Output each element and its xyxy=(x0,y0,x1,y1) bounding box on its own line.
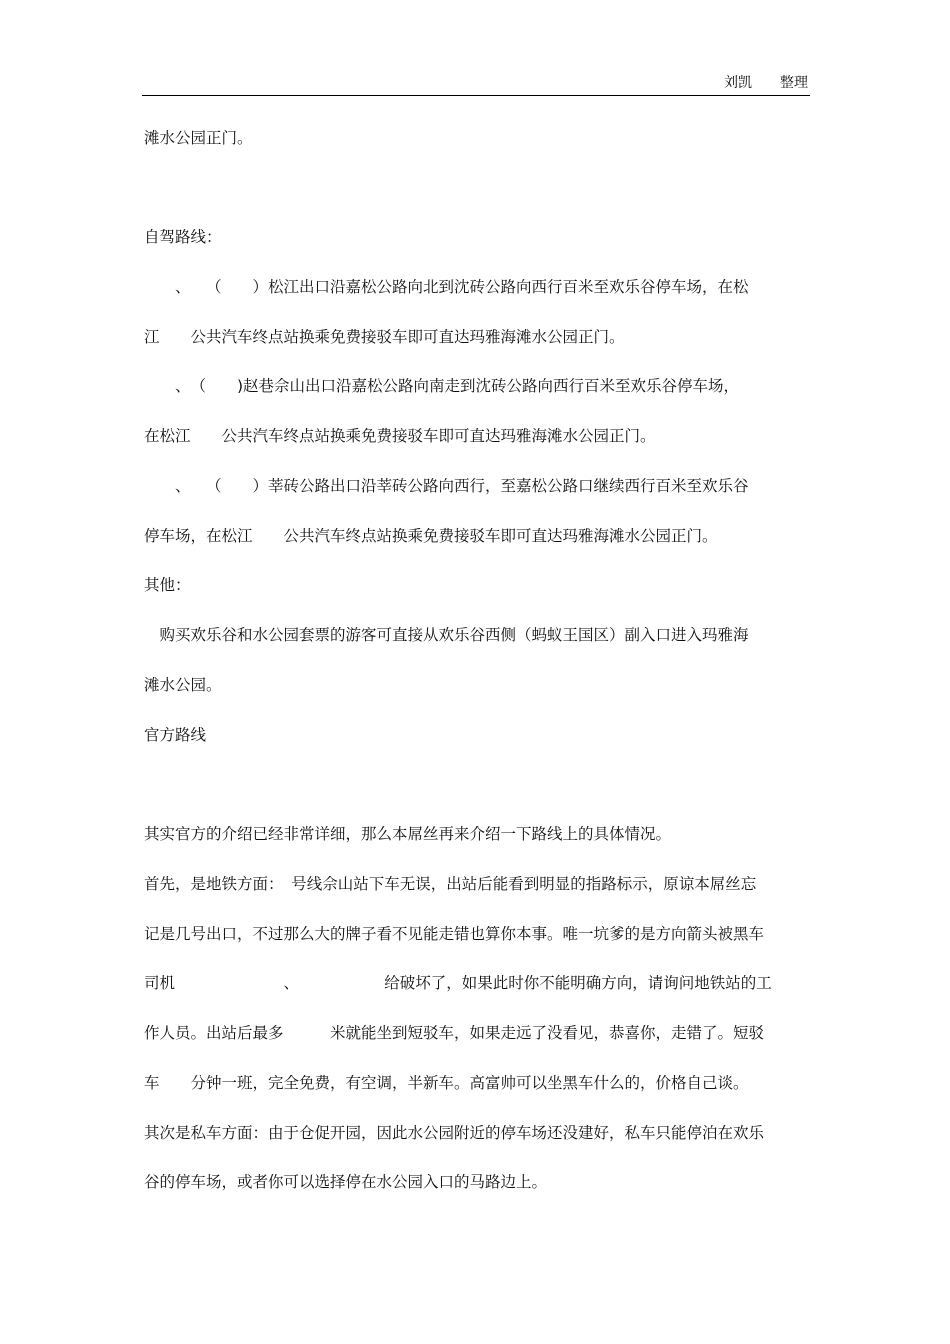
section-heading-official-route: 官方路线 xyxy=(144,726,207,744)
text-line: 作人员。出站后最多 米就能坐到短驳车，如果走远了没看见，恭喜你，走错了。短驳 xyxy=(144,1024,765,1042)
section-heading-other: 其他： xyxy=(144,576,191,594)
text-line: 滩水公园正门。 xyxy=(144,129,253,147)
header-author: 刘凯 xyxy=(724,75,752,91)
text-line: 记是几号出口，不过那么大的牌子看不见能走错也算你本事。唯一坑爹的是方向箭头被黑车 xyxy=(144,925,765,943)
text-line: 江 公共汽车终点站换乘免费接驳车即可直达玛雅海滩水公园正门。 xyxy=(144,328,625,346)
text-line: 在松江 公共汽车终点站换乘免费接驳车即可直达玛雅海滩水公园正门。 xyxy=(144,427,656,445)
text-line: 滩水公园。 xyxy=(144,676,222,694)
text-line: 其实官方的介绍已经非常详细，那么本屌丝再来介绍一下路线上的具体情况。 xyxy=(144,825,672,843)
page-header xyxy=(142,70,810,96)
text-line: 谷的停车场，或者你可以选择停在水公园入口的马路边上。 xyxy=(144,1173,548,1191)
text-line: 、 （ ）莘砖公路出口沿莘砖公路向西行，至嘉松公路口继续西行百米至欢乐谷 xyxy=(144,477,749,495)
text-line: 、 （ ）松江出口沿嘉松公路向北到沈砖公路向西行百米至欢乐谷停车场，在松 xyxy=(144,278,749,296)
text-line: 、 （ )赵巷佘山出口沿嘉松公路向南走到沈砖公路向西行百米至欢乐谷停车场， xyxy=(144,377,740,395)
text-line: 其次是私车方面：由于仓促开园，因此水公园附近的停车场还没建好，私车只能停泊在欢乐 xyxy=(144,1124,765,1142)
text-line: 购买欢乐谷和水公园套票的游客可直接从欢乐谷西侧（蚂蚁王国区）副入口进入玛雅海 xyxy=(144,626,749,644)
text-line: 车 分钟一班，完全免费，有空调，半新车。高富帅可以坐黑车什么的，价格自己谈。 xyxy=(144,1074,749,1092)
section-heading-self-drive: 自驾路线： xyxy=(144,228,222,246)
header-label: 整理 xyxy=(780,75,808,91)
text-line: 司机 、 给破坏了，如果此时你不能明确方向，请询问地铁站的工 xyxy=(144,974,772,992)
text-line: 首先，是地铁方面： 号线佘山站下车无误，出站后能看到明显的指路标示，原谅本屌丝忘 xyxy=(144,875,757,893)
text-line: 停车场，在松江 公共汽车终点站换乘免费接驳车即可直达玛雅海滩水公园正门。 xyxy=(144,527,718,545)
